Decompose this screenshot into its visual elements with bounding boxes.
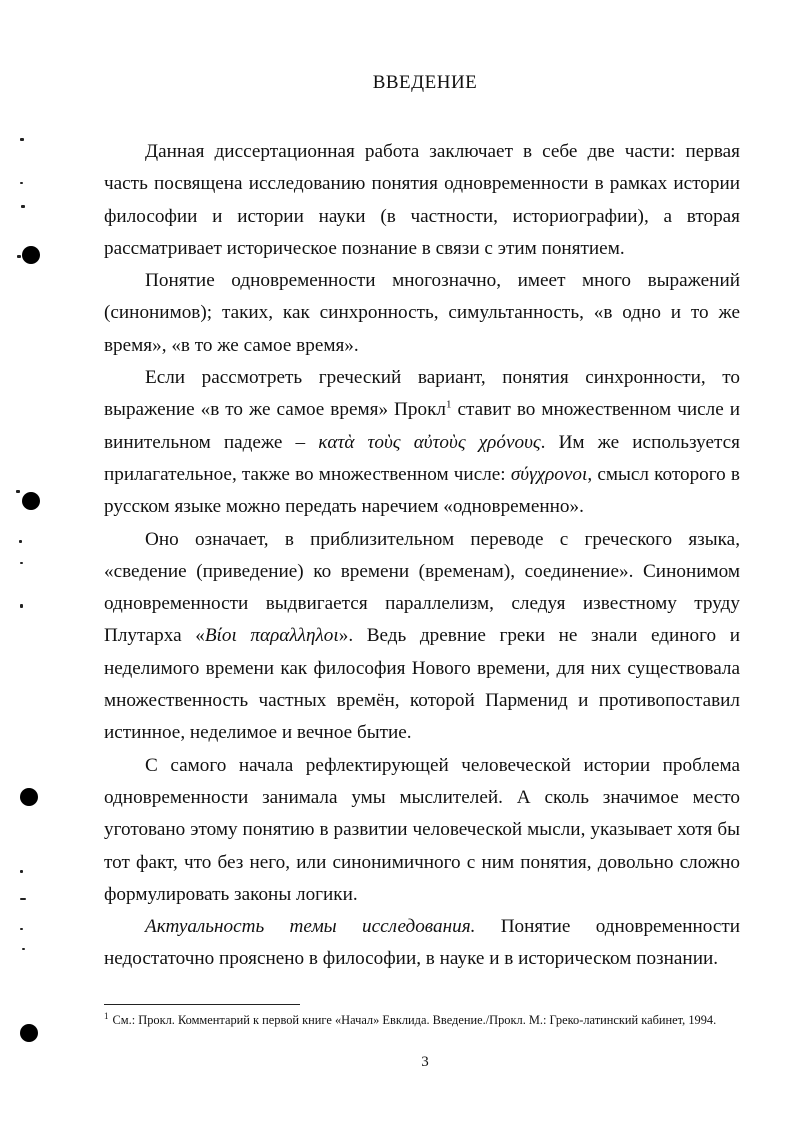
scan-speck bbox=[19, 540, 22, 543]
paragraph-4 bbox=[104, 524, 740, 750]
binder-hole-1 bbox=[22, 246, 40, 264]
scan-speck bbox=[20, 182, 23, 184]
scan-speck bbox=[20, 870, 23, 873]
scan-speck bbox=[20, 928, 23, 930]
paragraph-6-text: Понятие одновременности недостаточно прояснено в философии, в науке и в историческом познании. bbox=[104, 916, 740, 970]
scan-speck bbox=[20, 562, 23, 564]
paragraph-6 bbox=[104, 911, 740, 976]
paragraph-3-text-a: Если рассмотреть греческий вариант, понятия синхронности, то выражение «в то же самое время» Прокл bbox=[104, 367, 740, 421]
page-title: ВВЕДЕНИЕ bbox=[372, 72, 478, 93]
paragraph-3 bbox=[104, 362, 740, 523]
greek-phrase-kata-tous: κατὰ τοὺς αὐτοὺς χρόνους bbox=[318, 431, 541, 453]
footnote-reference: 1 bbox=[446, 398, 452, 411]
paragraph-2: Понятие одновременности многозначно, имеет много выражений (синонимов); таких, как синхронность, симультанность, «в одно и то же время», «в то же самое время». bbox=[104, 270, 740, 356]
footnote-text: См.: Прокл. Комментарий к первой книге «Начал» Евклида. Введение./Прокл. М.: Греко-латинский кабинет, 1994. bbox=[112, 1013, 717, 1027]
paragraph-3-text-b: ставит во множественном числе и винительном падеже – bbox=[104, 399, 740, 453]
scan-speck bbox=[20, 138, 24, 141]
section-label-relevance: Актуальность темы исследования. bbox=[145, 916, 476, 938]
paragraph-4-text-b: ». Ведь древние греки не знали единого и неделимого времени как философия Нового времени, для них существовала множественность частных времён, которой Парменид и противопоставил истинное, неделимое и вечное бытие. bbox=[104, 625, 740, 744]
paragraph-3-text-d: , смысл которого в русском языке можно передать наречием «одновременно». bbox=[104, 463, 740, 518]
scan-speck bbox=[17, 255, 21, 258]
paragraph-5: С самого начала рефлектирующей человеческой истории проблема одновременности занимала умы мыслителей. А сколь значимое место уготовано этому понятию в развитии человеческой мысли, указывает хотя бы тот факт, что без него, или синонимичного с ним понятия, довольно сложно формулировать законы логики. bbox=[104, 754, 740, 905]
scan-speck bbox=[21, 205, 25, 208]
scan-speck bbox=[20, 604, 23, 608]
greek-word-synchronoi: σύγχρονοι bbox=[510, 463, 588, 485]
paragraph-4-text-a: Оно означает, в приблизительном переводе с греческого языка, «сведение (приведение) ко времени (временам), соединение». Синонимом одновременности выдвигается параллелизм, следуя известному труду Плутарха « bbox=[104, 528, 740, 647]
scan-speck bbox=[20, 898, 26, 900]
binder-hole-3 bbox=[20, 788, 38, 806]
binder-hole-4 bbox=[20, 1024, 38, 1042]
scan-speck bbox=[22, 948, 25, 950]
body-text bbox=[104, 136, 740, 976]
paragraph-1: Данная диссертационная работа заключает в себе две части: первая часть посвящена исследованию понятия одновременности в рамках истории философии и истории науки (в частности, историографии), а вторая рассматривает историческое познание в связи с этим понятием. bbox=[104, 141, 740, 259]
page-number: 3 bbox=[421, 1054, 429, 1070]
scan-speck bbox=[16, 490, 20, 493]
footnote-divider bbox=[104, 1004, 300, 1005]
greek-title-bioi-parallelloi: Βίοι παραλληλοι bbox=[204, 625, 339, 647]
binder-hole-2 bbox=[22, 492, 40, 510]
footnote bbox=[104, 1012, 740, 1028]
footnote-mark: 1 bbox=[104, 1010, 109, 1021]
paragraph-3-text-c: . Им же используется прилагательное, также во множественном числе: bbox=[104, 431, 740, 485]
